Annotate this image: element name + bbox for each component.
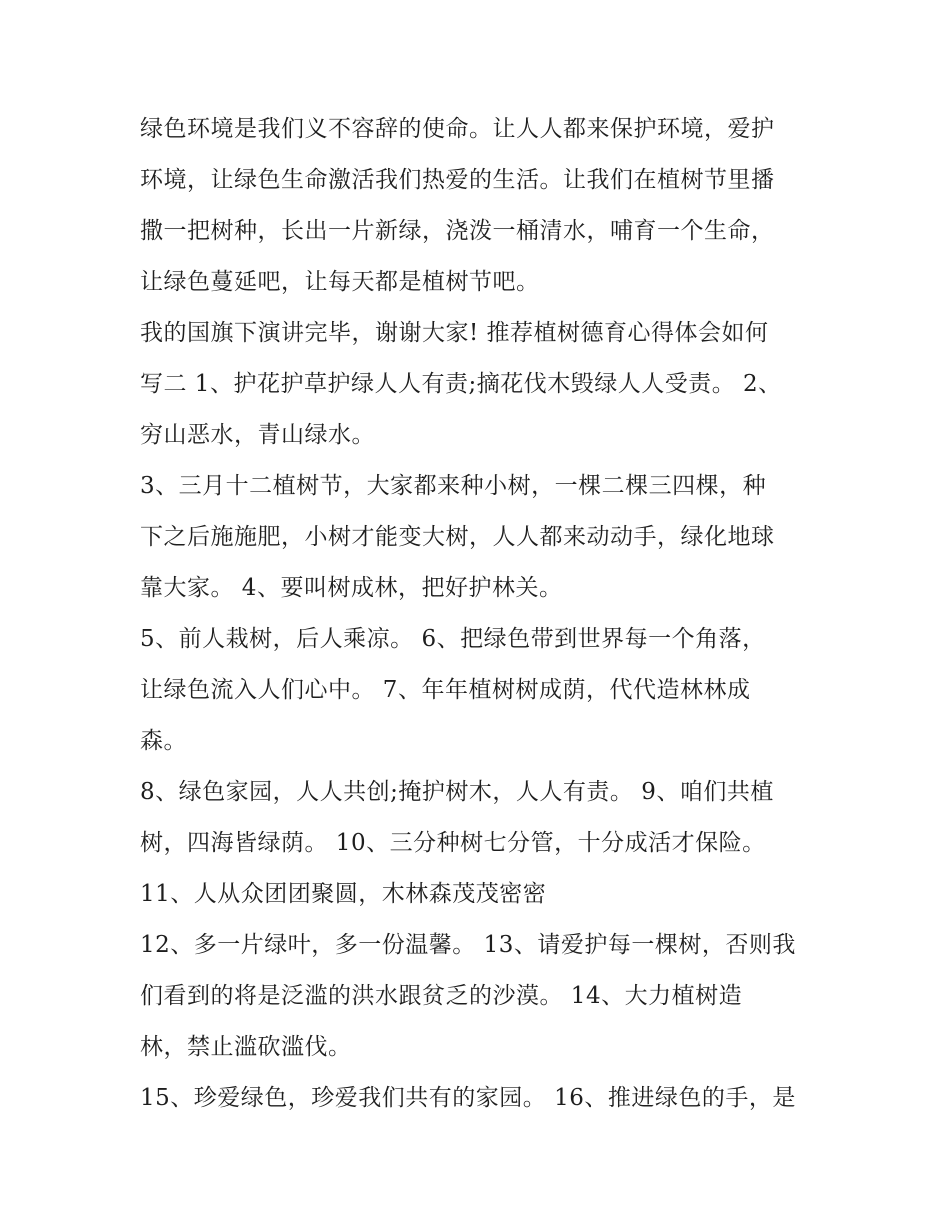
text-line: 写二 1、护花护草护绿人人有责;摘花伐木毁绿人人受责。 2、 [140, 371, 782, 397]
text-line: 树，四海皆绿荫。 10、三分种树七分管，十分成活才保险。 [140, 830, 766, 856]
text-line: 11、人从众团团聚圆，木林森茂茂密密 [140, 881, 547, 907]
text-line: 3、三月十二植树节，大家都来种小树，一棵二棵三四棵，种 [140, 473, 767, 499]
text-line: 穷山恶水，青山绿水。 [140, 422, 375, 448]
text-line: 环境，让绿色生命激活我们热爱的生活。让我们在植树节里播 [140, 167, 775, 193]
text-line: 们看到的将是泛滥的洪水跟贫乏的沙漠。 14、大力植树造 [140, 983, 743, 1009]
text-line: 我的国旗下演讲完毕，谢谢大家! 推荐植树德育心得体会如何 [140, 320, 769, 346]
text-line: 绿色环境是我们义不容辞的使命。让人人都来保护环境，爱护 [140, 116, 775, 142]
text-line: 8、绿色家园，人人共创;掩护树木，人人有责。 9、咱们共植 [140, 779, 774, 805]
document-body [140, 104, 820, 1124]
text-line: 让绿色流入人们心中。 7、年年植树树成荫，代代造林林成 [140, 677, 751, 703]
text-line: 让绿色蔓延吧，让每天都是植树节吧。 [140, 269, 540, 295]
text-line: 撒一把树种，长出一片新绿，浇泼一桶清水，哺育一个生命， [140, 218, 775, 244]
text-line: 15、珍爱绿色，珍爱我们共有的家园。 16、推进绿色的手，是 [140, 1085, 796, 1111]
text-line: 5、前人栽树，后人乘凉。 6、把绿色带到世界每一个角落， [140, 626, 766, 652]
text-line: 森。 [140, 728, 187, 754]
text-line: 林，禁止滥砍滥伐。 [140, 1034, 352, 1060]
text-line: 12、多一片绿叶，多一份温馨。 13、请爱护每一棵树，否则我 [140, 932, 796, 958]
text-line: 下之后施施肥，小树才能变大树，人人都来动动手，绿化地球 [140, 524, 775, 550]
text-line: 靠大家。 4、要叫树成林，把好护林关。 [140, 575, 563, 601]
